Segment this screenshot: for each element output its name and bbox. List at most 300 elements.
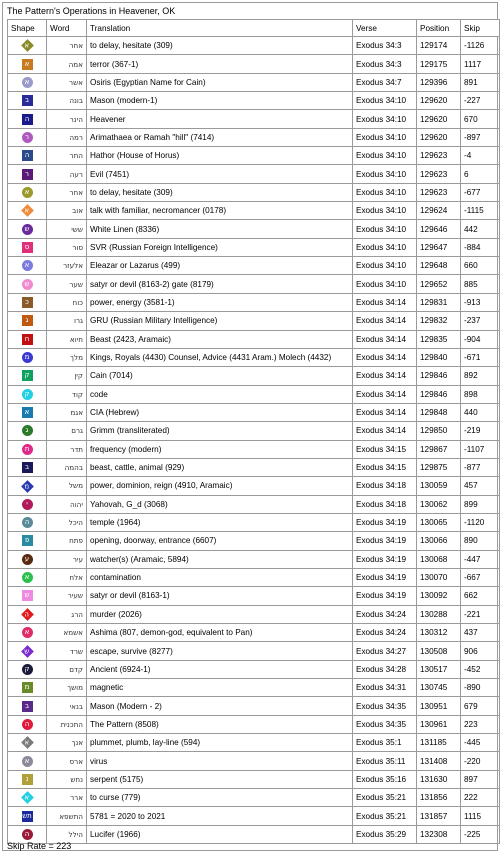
skip-cell: 6 xyxy=(461,165,500,183)
shape-glyph: ש xyxy=(24,591,30,600)
skip-cell: -890 xyxy=(461,679,500,697)
translation-cell: 5781 = 2020 to 2021 xyxy=(87,807,353,825)
skip-cell: -220 xyxy=(461,752,500,770)
shape-glyph: ג xyxy=(25,426,29,435)
verse-cell: Exodus 35:1 xyxy=(353,734,417,752)
skip-cell: 898 xyxy=(461,385,500,403)
word-cell: רעה xyxy=(47,165,87,183)
position-cell: 131856 xyxy=(417,789,461,807)
position-cell: 130951 xyxy=(417,697,461,715)
word-cell: משל xyxy=(47,477,87,495)
letter-diamond-icon xyxy=(21,480,34,493)
translation-cell: plummet, plumb, lay-line (594) xyxy=(87,734,353,752)
shape-cell xyxy=(8,110,47,128)
translation-cell: Hathor (House of Horus) xyxy=(87,147,353,165)
letter-circle-icon xyxy=(22,187,33,198)
word-cell: בונה xyxy=(47,92,87,110)
position-cell: 129875 xyxy=(417,458,461,476)
shape-glyph: א xyxy=(24,756,30,765)
shape-glyph: ג xyxy=(25,316,29,325)
position-cell: 129867 xyxy=(417,440,461,458)
word-cell: הרג xyxy=(47,605,87,623)
shape-cell xyxy=(8,220,47,238)
position-cell: 129620 xyxy=(417,128,461,146)
verse-cell: Exodus 34:10 xyxy=(353,275,417,293)
translation-cell: Cain (7014) xyxy=(87,367,353,385)
translation-cell: Yahovah, G_d (3068) xyxy=(87,495,353,513)
position-cell: 130961 xyxy=(417,715,461,733)
letter-circle-icon xyxy=(22,719,33,730)
shape-cell xyxy=(8,202,47,220)
shape-cell xyxy=(8,330,47,348)
table-row xyxy=(8,734,500,752)
column-header-translation: Translation xyxy=(87,20,353,37)
table-row xyxy=(8,367,500,385)
shape-cell xyxy=(8,385,47,403)
skip-cell: -1107 xyxy=(461,440,500,458)
table-row xyxy=(8,458,500,476)
letter-square-icon xyxy=(22,150,33,161)
verse-cell: Exodus 34:15 xyxy=(353,458,417,476)
skip-cell: 885 xyxy=(461,275,500,293)
letter-circle-icon xyxy=(22,389,33,400)
shape-cell xyxy=(8,495,47,513)
skip-cell: -884 xyxy=(461,238,500,256)
position-cell: 129624 xyxy=(417,202,461,220)
skip-cell: -667 xyxy=(461,568,500,586)
table-row xyxy=(8,495,500,513)
letter-square-icon xyxy=(22,59,33,70)
table-row xyxy=(8,422,500,440)
position-cell: 129620 xyxy=(417,110,461,128)
letter-circle-icon xyxy=(22,224,33,235)
shape-glyph: א xyxy=(24,77,30,86)
word-cell: עיר xyxy=(47,550,87,568)
table-row xyxy=(8,165,500,183)
verse-cell: Exodus 34:3 xyxy=(353,37,417,55)
shape-glyph: א xyxy=(23,794,29,803)
shape-cell xyxy=(8,513,47,531)
letter-circle-icon xyxy=(22,517,33,528)
skip-cell: 892 xyxy=(461,367,500,385)
translation-cell: beast, cattle, animal (929) xyxy=(87,458,353,476)
verse-cell: Exodus 35:21 xyxy=(353,807,417,825)
translation-cell: temple (1964) xyxy=(87,513,353,531)
translation-cell: Ancient (6924-1) xyxy=(87,660,353,678)
skip-cell: 906 xyxy=(461,642,500,660)
shape-glyph: י xyxy=(26,499,28,508)
column-header-position: Position xyxy=(417,20,461,37)
position-cell: 130059 xyxy=(417,477,461,495)
letter-circle-icon xyxy=(22,260,33,271)
table-row xyxy=(8,403,500,421)
skip-cell: -677 xyxy=(461,183,500,201)
skip-cell: 897 xyxy=(461,770,500,788)
shape-cell xyxy=(8,147,47,165)
shape-cell xyxy=(8,752,47,770)
position-cell: 130066 xyxy=(417,532,461,550)
shape-cell xyxy=(8,532,47,550)
shape-cell xyxy=(8,642,47,660)
skip-cell: 457 xyxy=(461,477,500,495)
shape-cell xyxy=(8,312,47,330)
position-cell: 130288 xyxy=(417,605,461,623)
skip-cell: 440 xyxy=(461,403,500,421)
position-cell: 130065 xyxy=(417,513,461,531)
shape-glyph: ק xyxy=(24,371,30,380)
table-row xyxy=(8,587,500,605)
table-row xyxy=(8,55,500,73)
letter-circle-icon xyxy=(22,829,33,840)
letter-square-icon xyxy=(22,114,33,125)
table-header-row xyxy=(8,20,500,37)
translation-cell: serpent (5175) xyxy=(87,770,353,788)
word-cell: חיוא xyxy=(47,330,87,348)
word-cell: גרו xyxy=(47,312,87,330)
table-row xyxy=(8,147,500,165)
position-cell: 132308 xyxy=(417,825,461,843)
shape-cell xyxy=(8,624,47,642)
table-row xyxy=(8,385,500,403)
table-row xyxy=(8,568,500,586)
table-row xyxy=(8,642,500,660)
translation-cell: power, energy (3581-1) xyxy=(87,293,353,311)
position-cell: 129620 xyxy=(417,92,461,110)
verse-cell: Exodus 34:19 xyxy=(353,550,417,568)
letter-diamond-icon xyxy=(21,205,34,218)
shape-cell xyxy=(8,605,47,623)
word-cell: אלעזר xyxy=(47,257,87,275)
verse-cell: Exodus 34:19 xyxy=(353,513,417,531)
verse-cell: Exodus 34:14 xyxy=(353,330,417,348)
skip-rate-footer: Skip Rate = 223 xyxy=(7,841,72,851)
table-row xyxy=(8,513,500,531)
shape-glyph: מ xyxy=(24,353,30,362)
letter-square-icon xyxy=(22,682,33,693)
letter-square-icon xyxy=(22,297,33,308)
verse-cell: Exodus 34:14 xyxy=(353,293,417,311)
shape-cell xyxy=(8,92,47,110)
table-row xyxy=(8,605,500,623)
shape-glyph: א xyxy=(24,261,30,270)
table-row xyxy=(8,37,500,55)
shape-glyph: ש xyxy=(24,279,30,288)
position-cell: 129832 xyxy=(417,312,461,330)
position-cell: 129848 xyxy=(417,403,461,421)
word-cell: בהמה xyxy=(47,458,87,476)
word-cell: אלח xyxy=(47,568,87,586)
table-row xyxy=(8,770,500,788)
word-cell: התר xyxy=(47,147,87,165)
translation-cell: opening, doorway, entrance (6607) xyxy=(87,532,353,550)
word-cell: ארר xyxy=(47,789,87,807)
table-row xyxy=(8,73,500,91)
verse-cell: Exodus 34:10 xyxy=(353,92,417,110)
letter-square-icon xyxy=(22,315,33,326)
position-cell: 129831 xyxy=(417,293,461,311)
letter-square-icon xyxy=(22,334,33,345)
table-row xyxy=(8,477,500,495)
verse-cell: Exodus 34:31 xyxy=(353,679,417,697)
letter-circle-icon xyxy=(22,627,33,638)
skip-cell: -4 xyxy=(461,147,500,165)
letter-circle-icon xyxy=(22,572,33,583)
shape-cell xyxy=(8,568,47,586)
shape-glyph: א xyxy=(23,739,29,748)
report-frame xyxy=(2,2,498,851)
shape-glyph: כ xyxy=(25,297,29,306)
verse-cell: Exodus 34:18 xyxy=(353,477,417,495)
letter-circle-icon xyxy=(22,444,33,455)
word-cell: כוח xyxy=(47,293,87,311)
table-row xyxy=(8,715,500,733)
position-cell: 129396 xyxy=(417,73,461,91)
shape-glyph: ה xyxy=(23,610,29,619)
verse-cell: Exodus 34:14 xyxy=(353,422,417,440)
verse-cell: Exodus 34:18 xyxy=(353,495,417,513)
shape-cell xyxy=(8,165,47,183)
position-cell: 129835 xyxy=(417,330,461,348)
shape-cell xyxy=(8,422,47,440)
word-cell: נחש xyxy=(47,770,87,788)
word-cell: אשמא xyxy=(47,624,87,642)
shape-glyph: ה xyxy=(24,151,30,160)
translation-cell: contamination xyxy=(87,568,353,586)
shape-glyph: נ xyxy=(25,774,29,783)
shape-cell xyxy=(8,440,47,458)
skip-cell: 442 xyxy=(461,220,500,238)
skip-cell: -447 xyxy=(461,550,500,568)
skip-cell: -445 xyxy=(461,734,500,752)
letter-diamond-icon xyxy=(21,39,34,52)
letter-diamond-icon xyxy=(21,608,34,621)
table-container xyxy=(7,19,499,839)
verse-cell: Exodus 34:14 xyxy=(353,385,417,403)
letter-diamond-icon xyxy=(21,645,34,658)
shape-glyph: ה xyxy=(24,719,30,728)
translation-cell: White Linen (8336) xyxy=(87,220,353,238)
shape-glyph: א xyxy=(24,628,30,637)
position-cell: 129623 xyxy=(417,165,461,183)
translation-cell: Mason (Modern - 2) xyxy=(87,697,353,715)
shape-cell xyxy=(8,128,47,146)
table-row xyxy=(8,440,500,458)
translation-cell: Grimm (transliterated) xyxy=(87,422,353,440)
position-cell: 129174 xyxy=(417,37,461,55)
word-cell: אשר xyxy=(47,73,87,91)
letter-square-icon xyxy=(22,169,33,180)
letter-square-icon xyxy=(22,811,33,822)
letter-circle-icon xyxy=(22,664,33,675)
shape-cell xyxy=(8,275,47,293)
table-body xyxy=(8,37,500,844)
verse-cell: Exodus 34:14 xyxy=(353,348,417,366)
table-row xyxy=(8,128,500,146)
verse-cell: Exodus 34:14 xyxy=(353,403,417,421)
translation-cell: to delay, hesitate (309) xyxy=(87,37,353,55)
letter-square-icon xyxy=(22,95,33,106)
translation-cell: Heavener xyxy=(87,110,353,128)
position-cell: 131408 xyxy=(417,752,461,770)
word-cell: קוד xyxy=(47,385,87,403)
shape-glyph: א xyxy=(24,408,30,417)
letter-circle-icon xyxy=(22,554,33,565)
position-cell: 130068 xyxy=(417,550,461,568)
translation-cell: CIA (Hebrew) xyxy=(87,403,353,421)
verse-cell: Exodus 34:35 xyxy=(353,697,417,715)
shape-cell xyxy=(8,55,47,73)
word-cell: היכל xyxy=(47,513,87,531)
table-row xyxy=(8,92,500,110)
shape-cell xyxy=(8,789,47,807)
position-cell: 129647 xyxy=(417,238,461,256)
table-row xyxy=(8,550,500,568)
skip-cell: 670 xyxy=(461,110,500,128)
table-row xyxy=(8,257,500,275)
letter-circle-icon xyxy=(22,425,33,436)
table-row xyxy=(8,183,500,201)
table-row xyxy=(8,348,500,366)
table-row xyxy=(8,807,500,825)
position-cell: 131857 xyxy=(417,807,461,825)
translation-cell: Arimathaea or Ramah "hill" (7414) xyxy=(87,128,353,146)
position-cell: 130070 xyxy=(417,568,461,586)
word-cell: אמה xyxy=(47,55,87,73)
shape-glyph: ה xyxy=(24,114,30,123)
shape-cell xyxy=(8,403,47,421)
skip-cell: 1117 xyxy=(461,55,500,73)
shape-cell xyxy=(8,238,47,256)
word-cell: אנך xyxy=(47,734,87,752)
word-cell: הינר xyxy=(47,110,87,128)
skip-cell: -1115 xyxy=(461,202,500,220)
letter-circle-icon xyxy=(22,77,33,88)
shape-cell xyxy=(8,348,47,366)
shape-cell xyxy=(8,458,47,476)
table-row xyxy=(8,312,500,330)
word-cell: התשפא xyxy=(47,807,87,825)
letter-diamond-icon xyxy=(21,737,34,750)
letter-square-icon xyxy=(22,774,33,785)
skip-cell: 222 xyxy=(461,789,500,807)
letter-circle-icon xyxy=(22,132,33,143)
verse-cell: Exodus 34:19 xyxy=(353,568,417,586)
word-cell: אחר xyxy=(47,183,87,201)
translation-cell: SVR (Russian Foreign Intelligence) xyxy=(87,238,353,256)
table-row xyxy=(8,110,500,128)
shape-cell xyxy=(8,477,47,495)
shape-cell xyxy=(8,550,47,568)
column-header-shape: Shape xyxy=(8,20,47,37)
shape-cell xyxy=(8,293,47,311)
position-cell: 130508 xyxy=(417,642,461,660)
translation-cell: Ashima (807, demon-god, equivalent to Pan) xyxy=(87,624,353,642)
verse-cell: Exodus 34:24 xyxy=(353,624,417,642)
word-cell: שרד xyxy=(47,642,87,660)
position-cell: 129850 xyxy=(417,422,461,440)
skip-cell: -452 xyxy=(461,660,500,678)
position-cell: 129840 xyxy=(417,348,461,366)
translation-cell: Osiris (Egyptian Name for Cain) xyxy=(87,73,353,91)
verse-cell: Exodus 34:10 xyxy=(353,128,417,146)
shape-glyph: תש xyxy=(22,811,32,820)
shape-cell xyxy=(8,734,47,752)
shape-glyph: מ xyxy=(24,683,30,692)
translation-cell: power, dominion, reign (4910, Aramaic) xyxy=(87,477,353,495)
translation-cell: Eleazar or Lazarus (499) xyxy=(87,257,353,275)
shape-glyph: פ xyxy=(24,536,30,545)
letter-square-icon xyxy=(22,701,33,712)
verse-cell: Exodus 34:10 xyxy=(353,257,417,275)
translation-cell: murder (2026) xyxy=(87,605,353,623)
skip-cell: -237 xyxy=(461,312,500,330)
shape-cell xyxy=(8,807,47,825)
table-row xyxy=(8,624,500,642)
skip-cell: 891 xyxy=(461,73,500,91)
skip-cell: -225 xyxy=(461,825,500,843)
skip-cell: -904 xyxy=(461,330,500,348)
position-cell: 129648 xyxy=(417,257,461,275)
word-cell: שעיר xyxy=(47,587,87,605)
shape-glyph: ב xyxy=(24,96,30,105)
translation-cell: magnetic xyxy=(87,679,353,697)
verse-cell: Exodus 34:10 xyxy=(353,220,417,238)
letter-diamond-icon xyxy=(21,792,34,805)
verse-cell: Exodus 34:14 xyxy=(353,367,417,385)
skip-cell: 890 xyxy=(461,532,500,550)
skip-cell: 662 xyxy=(461,587,500,605)
position-cell: 129623 xyxy=(417,183,461,201)
skip-cell: -671 xyxy=(461,348,500,366)
translation-cell: terror (367-1) xyxy=(87,55,353,73)
letter-square-icon xyxy=(22,590,33,601)
verse-cell: Exodus 34:10 xyxy=(353,165,417,183)
word-cell: אחר xyxy=(47,37,87,55)
column-header-skip: Skip xyxy=(461,20,500,37)
word-cell: יהוה xyxy=(47,495,87,513)
shape-glyph: מ xyxy=(23,482,29,491)
letter-square-icon xyxy=(22,407,33,418)
shape-glyph: א xyxy=(23,42,29,51)
letter-square-icon xyxy=(22,242,33,253)
verse-cell: Exodus 34:10 xyxy=(353,183,417,201)
table-row xyxy=(8,330,500,348)
skip-cell: -897 xyxy=(461,128,500,146)
position-cell: 129652 xyxy=(417,275,461,293)
translation-cell: The Pattern (8508) xyxy=(87,715,353,733)
shape-glyph: ב xyxy=(24,701,30,710)
position-cell: 129175 xyxy=(417,55,461,73)
skip-cell: 223 xyxy=(461,715,500,733)
position-cell: 129646 xyxy=(417,220,461,238)
word-cell: פתח xyxy=(47,532,87,550)
shape-glyph: ב xyxy=(24,463,30,472)
position-cell: 130745 xyxy=(417,679,461,697)
shape-cell xyxy=(8,257,47,275)
position-cell: 130062 xyxy=(417,495,461,513)
translation-cell: to delay, hesitate (309) xyxy=(87,183,353,201)
translation-cell: GRU (Russian Military Intelligence) xyxy=(87,312,353,330)
table-row xyxy=(8,532,500,550)
table-row xyxy=(8,752,500,770)
translation-cell: talk with familiar, necromancer (0178) xyxy=(87,202,353,220)
verse-cell: Exodus 34:28 xyxy=(353,660,417,678)
shape-glyph: ש xyxy=(24,224,30,233)
verse-cell: Exodus 34:35 xyxy=(353,715,417,733)
translation-cell: watcher(s) (Aramaic, 5894) xyxy=(87,550,353,568)
skip-cell: 679 xyxy=(461,697,500,715)
column-header-word: Word xyxy=(47,20,87,37)
